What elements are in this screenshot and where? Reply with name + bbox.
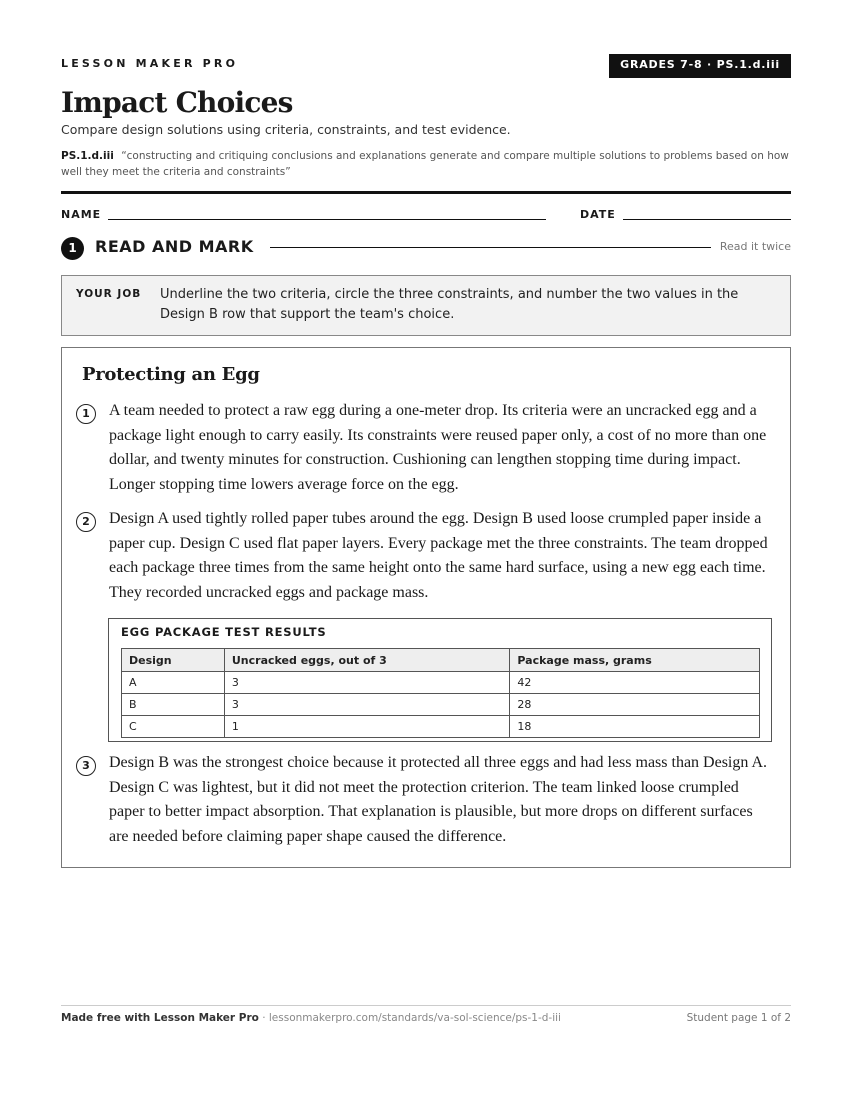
- reading-title: Protecting an Egg: [82, 364, 260, 385]
- footer-credit: [61, 1012, 561, 1024]
- table-cell: 28: [510, 694, 760, 716]
- table-header-row: [122, 649, 760, 672]
- job-label: YOUR JOB: [76, 288, 142, 300]
- table-cell: 42: [510, 672, 760, 694]
- paragraph-text: A team needed to protect a raw egg during a one-meter drop. Its criteria were an uncracked egg and a package light enough to carry easily. Its constraints were reused paper only, a cost of no more than one dollar, and twenty minutes for construction. Cushioning can lengthen stopping time during impact. Longer stopping time lowers average force on the egg.: [109, 402, 767, 493]
- section-number-badge: 1: [61, 237, 84, 260]
- page-subtitle: Compare design solutions using criteria, constraints, and test evidence.: [61, 122, 511, 137]
- column-header: Uncracked eggs, out of 3: [224, 649, 510, 672]
- table-cell: 1: [224, 716, 510, 738]
- footer-divider: [61, 1005, 791, 1006]
- table-row: [122, 672, 760, 694]
- section-divider: [270, 247, 711, 248]
- brand-name: LESSON MAKER PRO: [61, 57, 239, 70]
- section-header: [61, 236, 791, 260]
- table-cell: 3: [224, 694, 510, 716]
- header-divider: [61, 191, 791, 194]
- table-cell: C: [122, 716, 225, 738]
- paragraph-2: [76, 507, 776, 607]
- reading-passage: [61, 347, 791, 868]
- standard-statement: [61, 148, 791, 180]
- paragraph-number: 1: [76, 404, 96, 424]
- paragraph-number: 3: [76, 756, 96, 776]
- page-title: Impact Choices: [61, 86, 293, 119]
- standard-code: PS.1.d.iii: [61, 150, 114, 162]
- footer-brand: Made free with Lesson Maker Pro: [61, 1012, 259, 1024]
- paragraph-text: Design B was the strongest choice because it protected all three eggs and had less mass than Design A. Design C was lightest, but it did not meet the protection criterion. The team linked loose crumpled paper to better impact absorption. That explanation is plausible, but more drops on different surfaces are needed before claiming paper shape caused the difference.: [109, 754, 768, 845]
- results-table-title: EGG PACKAGE TEST RESULTS: [121, 625, 327, 639]
- paragraph-number: 2: [76, 512, 96, 532]
- column-header: Design: [122, 649, 225, 672]
- section-note: Read it twice: [719, 240, 791, 253]
- date-field[interactable]: [623, 219, 791, 220]
- column-header: Package mass, grams: [510, 649, 760, 672]
- page-indicator: Student page 1 of 2: [686, 1012, 791, 1024]
- table-cell: 3: [224, 672, 510, 694]
- table-row: [122, 716, 760, 738]
- date-label: DATE: [580, 208, 616, 221]
- job-text: Underline the two criteria, circle the three constraints, and number the two values in the Design B row that support the team's choice.: [160, 287, 739, 322]
- table-cell: B: [122, 694, 225, 716]
- name-field[interactable]: [108, 219, 546, 220]
- name-date-row: [61, 206, 791, 222]
- standard-text: “constructing and critiquing conclusions and explanations generate and compare multiple solutions to problems based on how well they meet the criteria and constraints”: [61, 150, 789, 178]
- footer-url[interactable]: lessonmakerpro.com/standards/va-sol-science/ps-1-d-iii: [268, 1012, 561, 1024]
- grade-badge: GRADES 7-8 · PS.1.d.iii: [609, 54, 791, 78]
- paragraph-text: Design A used tightly rolled paper tubes around the egg. Design B used loose crumpled paper inside a paper cup. Design C used flat paper layers. Every package met the three constraints. The team dropped each package three times from the same height onto the same hard surface, using a new egg each time. They recorded uncracked eggs and package mass.: [109, 510, 768, 601]
- table-cell: A: [122, 672, 225, 694]
- paragraph-3: [76, 751, 776, 851]
- section-title: READ AND MARK: [95, 237, 254, 256]
- table-cell: 18: [510, 716, 760, 738]
- name-label: NAME: [61, 208, 102, 221]
- footer-separator: ·: [258, 1012, 269, 1024]
- results-table-box: [108, 618, 772, 742]
- job-instructions-box: [61, 275, 791, 336]
- results-table: [121, 648, 760, 738]
- paragraph-1: [76, 399, 776, 499]
- table-row: [122, 694, 760, 716]
